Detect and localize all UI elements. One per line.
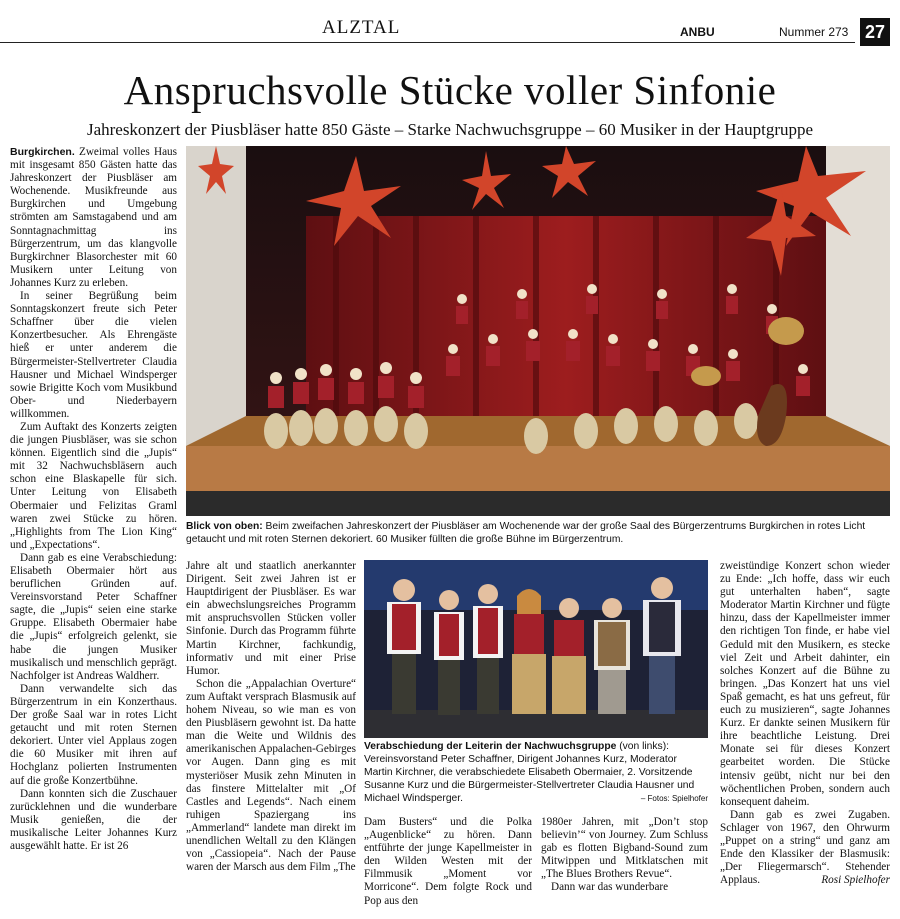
dateline: Burgkirchen. xyxy=(10,146,75,158)
paragraph: Schon die „Appalachian Overture“ zum Auftakt versprach Blasmusik auf hohem Niveau, so wie man es von den Piusbläsern gewohnt ist. Da hatte man die Weite und Wildnis des amerikanischen Appalachen-Gebirges vor Augen. Dann ging es mit mysteriöser Musik zehn Minuten in das finstere Mittelalter mit „Of Castles and Legends“. Nach einem ruhigen Spaziergang ins „Ammerland“ landete man direkt im unendlichen Weltall zu den Klängen von „Cassiopeia“. Nach der Pause waren der Marsch aus dem Film „The xyxy=(186,677,356,874)
page-number: 27 xyxy=(860,18,890,46)
section-title: ALZTAL xyxy=(322,17,401,38)
article-column-2 xyxy=(186,560,356,874)
paragraph: Dann verwandelte sich das Bürgerzentrum in ein Konzerthaus. Der große Saal war in rotes Licht getaucht und mit roten Sternen dekoriert. Unter viel Applaus zogen die 60 Musiker mit ihren auf Hochglanz polierten Instrumenten auf die große Konzertbühne. xyxy=(10,682,177,787)
issue-number: Nummer 273 xyxy=(779,25,849,39)
concert-photo xyxy=(186,146,890,516)
headline: Anspruchsvolle Stücke voller Sinfonie xyxy=(123,67,777,113)
paragraph: Dam Busters“ und die Polka „Augenblicke“ zu hören. Dann entführte der junge Kapellmeister in den Wilden Westen mit der Filmmusik „Moment vor Morricone“. Dem folgte Rock und Pop aus den xyxy=(364,816,532,907)
paragraph: Dann war das wunderbare xyxy=(551,881,669,894)
paragraph xyxy=(720,809,890,888)
photo-credit: – Fotos: Spielhofer xyxy=(640,794,708,803)
article-column-4 xyxy=(541,816,708,895)
article-column-5 xyxy=(720,560,890,887)
paragraph: Jahre alt und staatlich anerkannter Dirigent. Seit zwei Jahren ist er Hauptdirigent der Piusbläser. Es war ein abwechslungsreiches Programm mit anspruchsvollen Stücken voller Sinfonie. Durch das Programm führte Martin Kirchner, fachkundig, informativ und mit einer Prise Humor. xyxy=(186,560,356,677)
caption-lead: Blick von oben: xyxy=(186,521,263,532)
paragraph: Dann gab es eine Verabschiedung: Elisabeth Obermaier hört aus beruflichen Gründen auf. Vereinsvorstand Peter Schaffner sagte, die „Jupis“ seien eine starke Gruppe. Elisabeth Obermaier habe die „Jupis“ erfolgreich gelenkt, sie habe die jungen Musiker musikalisch und menschlich geprägt. Nachfolger ist Andreas Waldherr. xyxy=(10,551,177,682)
paragraph: zweistündige Konzert schon wieder zu Ende: „Ich hoffe, dass wir euch gut unterhalten haben“, sagte Moderator Martin Kirchner und fügte hinzu, dass der Kapellmeister immer den richtigen Ton finde, er habe viel Geduld mit den Musikern, es stecke viel Zeit und Arbeit dahinter, ein solches Konzert auf die Bühne zu bringen. „Das Konzert hat uns viel Spaß gemacht, es hat uns gefreut, für euch zu musizieren“, sagte Johannes Kurz. Er dankte seinen Musikern für ihre beachtliche Leistung. Drei Monate sei für dieses Konzert gearbeitet worden. Die Stücke intensiv geübt, nicht nur bei den wöchentlichen Proben, sondern auch konsequent daheim. xyxy=(720,560,890,808)
paragraph: Dann konnten sich die Zuschauer zurücklehnen und die wunderbare Musik genießen, die der musikalische Leiter Johannes Kurz ausgewählt hatte. Er ist 26 xyxy=(10,787,177,852)
header-rule xyxy=(0,42,855,43)
paragraph-text: Zweimal volles Haus mit insgesamt 850 Gästen hatte das Jahreskonzert der Piusbläser am Wochenende. Musikfreunde aus Burgkirchen und Umgebung strömten am Samstagabend und am Sonntagnachmittag ins Bürgerzentrum, um das klangvolle Burgkirchner Blasorchester mit 60 Musikern unter Leitung von Johannes Kurz zu erleben. xyxy=(10,146,177,289)
concert-stage-image xyxy=(186,146,890,516)
photo-caption-group xyxy=(364,740,708,805)
author-byline: Rosi Spielhofer xyxy=(821,874,890,887)
article-column-3 xyxy=(364,816,532,908)
paragraph: In seiner Begrüßung beim Sonntagskonzert freute sich Peter Schaffner über die vielen Konzertbesucher. Als Ehrengäste hieß er unter anderem die Bürgermeister-Stellvertreter Claudia Hausner und Michael Windsperger sowie Brigitte Koch vom Musikbund Ober- und Niederbayern willkommen. xyxy=(10,290,177,420)
caption-text: (von links): Vereinsvorstand Peter Schaffner, Dirigent Johannes Kurz, Moderator Martin Kirchner, die verabschiedete Elisabeth Obermaier, 2. Vorsitzende Susanne Kurz und die Bürgermeister-Stellvertreter Claudia Hausner und Michael Windsperger. xyxy=(364,741,695,804)
publisher-label: ANBU xyxy=(680,25,715,39)
caption-text: Beim zweifachen Jahreskonzert der Piusbläser am Wochenende war der große Saal des Bürgerzentrums Burgkirchen in rotes Licht getaucht und mit roten Sternen dekoriert. 60 Musiker füllten die große Bühne im Bürgerzentrum. xyxy=(186,521,866,545)
farewell-group-image xyxy=(364,560,708,738)
paragraph: 1980er Jahren, mit „Don’t stop believin’“ von Journey. Zum Schluss gab es flotten Bigband-Sound zum Mitwippen und Mitklatschen mit „The Blues Brothers Revue“. xyxy=(541,816,708,881)
subheadline: Jahreskonzert der Piusbläser hatte 850 Gäste – Starke Nachwuchsgruppe – 60 Musiker in der Hauptgruppe xyxy=(86,120,814,139)
paragraph xyxy=(10,146,177,290)
article-column-1 xyxy=(10,146,177,853)
page-header xyxy=(0,0,900,46)
photo-caption-main xyxy=(186,520,890,546)
caption-lead: Verabschiedung der Leiterin der Nachwuchsgruppe xyxy=(364,741,617,752)
paragraph: Zum Auftakt des Konzerts zeigten die jungen Piusbläser, was sie schon können. Eigentlich sind die „Jupis“ mit 32 Nachwuchsbläsern auch schon eine Blaskapelle für sich. Unter Leitung von Elisabeth Obermaier und Felizitas Graml waren zwei Stücke zu hören. „Highlights from The Lion King“ und „Expectations“. xyxy=(10,420,177,551)
group-photo xyxy=(364,560,708,738)
paragraph-text: Dann gab es zwei Zugaben. Schlager von 1967, den Ohrwurm „Puppet on a string“ und ganz am Ende den Klassiker der Blasmusik: „Der Fliegermarsch“. Stehender Applaus. xyxy=(720,808,890,887)
